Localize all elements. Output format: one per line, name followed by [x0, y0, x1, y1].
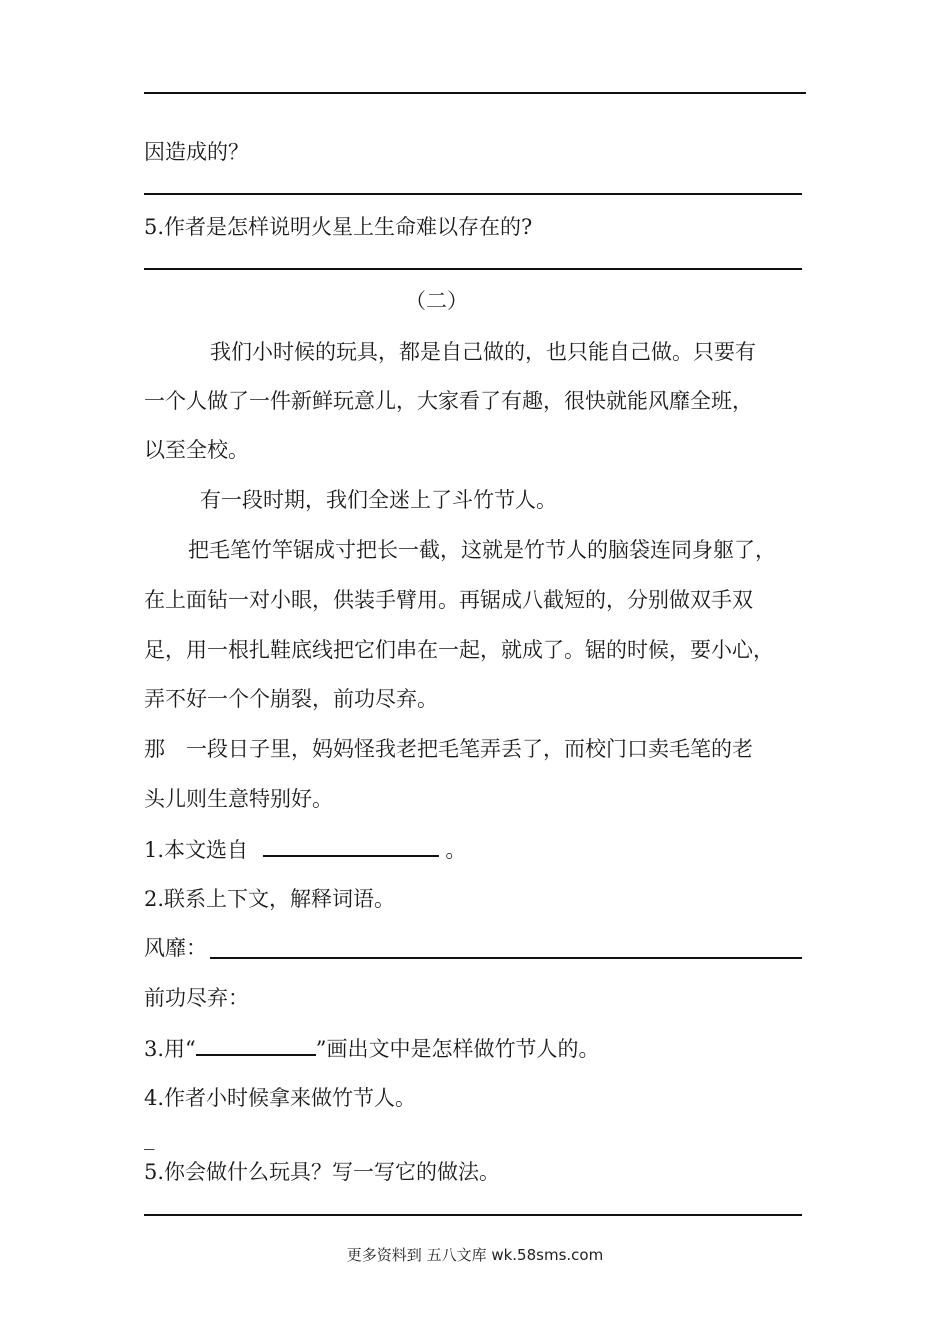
question-4: 4.作者小时候拿来做竹节人。: [144, 1086, 417, 1110]
passage-line: 我们小时候的玩具，都是自己做的，也只能自己做。只要有: [210, 340, 756, 364]
answer-line[interactable]: [210, 957, 802, 959]
footer: 更多资料到 五八文库 wk.58sms.com: [346, 1246, 604, 1264]
passage-line: 有一段时期，我们全迷上了斗竹节人。: [200, 488, 557, 512]
answer-line: [144, 92, 806, 94]
passage-line: 弄不好一个个崩裂，前功尽弃。: [144, 687, 438, 711]
passage-line: 一个人做了一件新鲜玩意儿，大家看了有趣，很快就能风靡全班，: [144, 389, 753, 413]
question-1-suffix: 。: [445, 838, 467, 862]
passage-line: 以至全校。: [144, 438, 249, 462]
answer-line[interactable]: [144, 1214, 802, 1216]
question-2: 2.联系上下文，解释词语。: [144, 887, 396, 911]
passage-line: 把毛笔竹竿锯成寸把长一截，这就是竹节人的脑袋连同身躯了，: [188, 538, 776, 562]
question-1: [144, 835, 466, 864]
answer-line: [144, 268, 802, 270]
passage-line: 头儿则生意特别好。: [144, 787, 333, 811]
passage-line: 足，用一根扎鞋底线把它们串在一起，就成了。锯的时候，要小心，: [144, 638, 774, 662]
fill-blank[interactable]: [263, 835, 439, 857]
question-2b: 前功尽弃：: [144, 986, 249, 1010]
question-2a: 风靡：: [144, 936, 207, 960]
question-5: 5.作者是怎样说明火星上生命难以存在的?: [144, 215, 533, 239]
answer-line: [144, 193, 802, 195]
question-5b: 5.你会做什么玩具？写一写它的做法。: [144, 1160, 501, 1184]
question-1-prefix: 1.本文选自: [144, 838, 249, 862]
underscore-mark: _: [144, 1126, 155, 1150]
question-4-tail: 因造成的？: [144, 140, 249, 164]
question-3-prefix: 3.用“: [144, 1037, 196, 1061]
passage-line: 在上面钻一对小眼，供装手臂用。再锯成八截短的，分别做双手双: [144, 588, 753, 612]
question-3-suffix: ”画出文中是怎样做竹节人的。: [315, 1037, 600, 1061]
question-3: [144, 1034, 600, 1063]
fill-blank[interactable]: [196, 1034, 316, 1056]
passage-line: 那 一段日子里，妈妈怪我老把毛笔弄丢了，而校门口卖毛笔的老: [144, 737, 753, 761]
section-title: （二）: [405, 289, 468, 313]
